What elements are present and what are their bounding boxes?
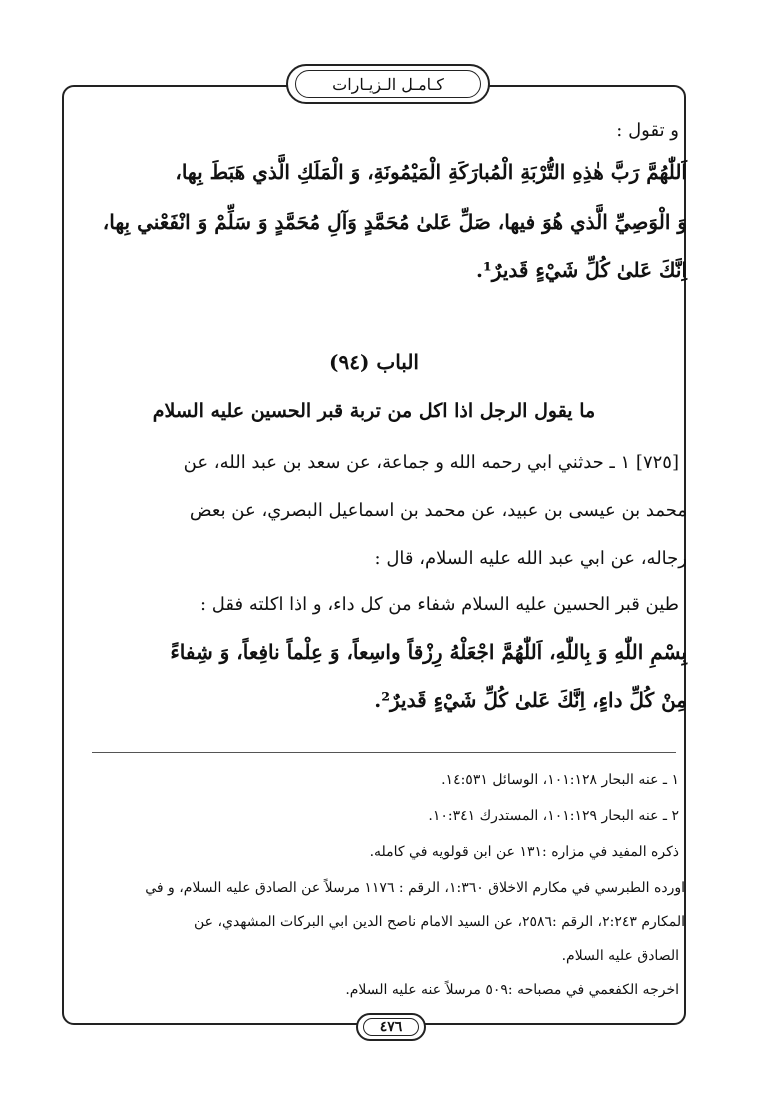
footnote-7: اخرجه الكفعمي في مصباحه :٥٠٩ مرسلاً عنه عليه السلام. <box>345 982 679 998</box>
prayer1-line-3: اِنَّكَ عَلىٰ كُلِّ شَيْءٍ قَديرٌ¹. <box>476 258 687 282</box>
prayer1-line-1: اَللّٰهُمَّ رَبَّ هٰذِهِ التُّرْبَةِ الْمُبارَكَةِ الْمَيْمُونَةِ، وَ الْمَلَكِ الَّذي هَبَطَ بِها، <box>175 160 687 184</box>
hadith-line-3: رجاله، عن ابي عبد الله عليه السلام، قال : <box>374 548 687 569</box>
footnote-1: ١ ـ عنه البحار ١٠١:١٢٨، الوسائل ١٤:٥٣١. <box>441 772 679 788</box>
intro-label: و تقول : <box>616 120 679 141</box>
running-header-title: كـامـل الـزيـارات <box>295 70 481 98</box>
footnote-3: ذكره المفيد في مزاره :١٣١ عن ابن قولويه في كامله. <box>369 844 679 860</box>
prayer1-line-2: وَ الْوَصِيِّ الَّذي هُوَ فيها، صَلِّ عَلىٰ مُحَمَّدٍ وَآلِ مُحَمَّدٍ وَ سَلِّمْ وَ انْفَعْني بِها، <box>102 210 687 234</box>
running-header <box>286 64 490 104</box>
page-number-tab <box>356 1013 426 1041</box>
chapter-subtitle: ما يقول الرجل اذا اكل من تربة قبر الحسين عليه السلام <box>152 400 596 422</box>
footnote-2: ٢ ـ عنه البحار ١٠١:١٢٩، المستدرك ١٠:٣٤١. <box>428 808 679 824</box>
footnote-6: الصادق عليه السلام. <box>561 948 679 964</box>
footnote-5: المكارم ٢:٢٤٣، الرقم :٢٥٨٦، عن السيد الامام ناصح الدين ابي البركات المشهدي، عن <box>194 914 685 930</box>
prayer2-line-2: مِنْ كُلِّ داءٍ، اِنَّكَ عَلىٰ كُلِّ شَيْءٍ قَديرٌ². <box>374 688 687 712</box>
footnote-4: اورده الطبرسي في مكارم الاخلاق ١:٣٦٠، الرقم : ١١٧٦ مرسلاً عن الصادق عليه السلام، و في <box>145 880 685 896</box>
hadith-line-4: طين قبر الحسين عليه السلام شفاء من كل داء، و اذا اكلته فقل : <box>199 594 679 615</box>
hadith-line-1: [٧٢٥] ١ ـ حدثني ابي رحمه الله و جماعة، عن سعد بن عبد الله، عن <box>183 452 679 473</box>
chapter-heading: الباب (٩٤) <box>329 350 419 374</box>
footnote-separator <box>92 752 676 753</box>
prayer2-line-1: بِسْمِ اللّٰهِ وَ بِاللّٰهِ، اَللّٰهُمَّ اجْعَلْهُ رِزْقاً واسِعاً، وَ عِلْماً نافِعاً، وَ شِفاءً <box>170 640 687 664</box>
hadith-line-2: محمد بن عيسى بن عبيد، عن محمد بن اسماعيل البصري، عن بعض <box>189 500 687 521</box>
page-number: ٤٧٦ <box>363 1018 419 1036</box>
